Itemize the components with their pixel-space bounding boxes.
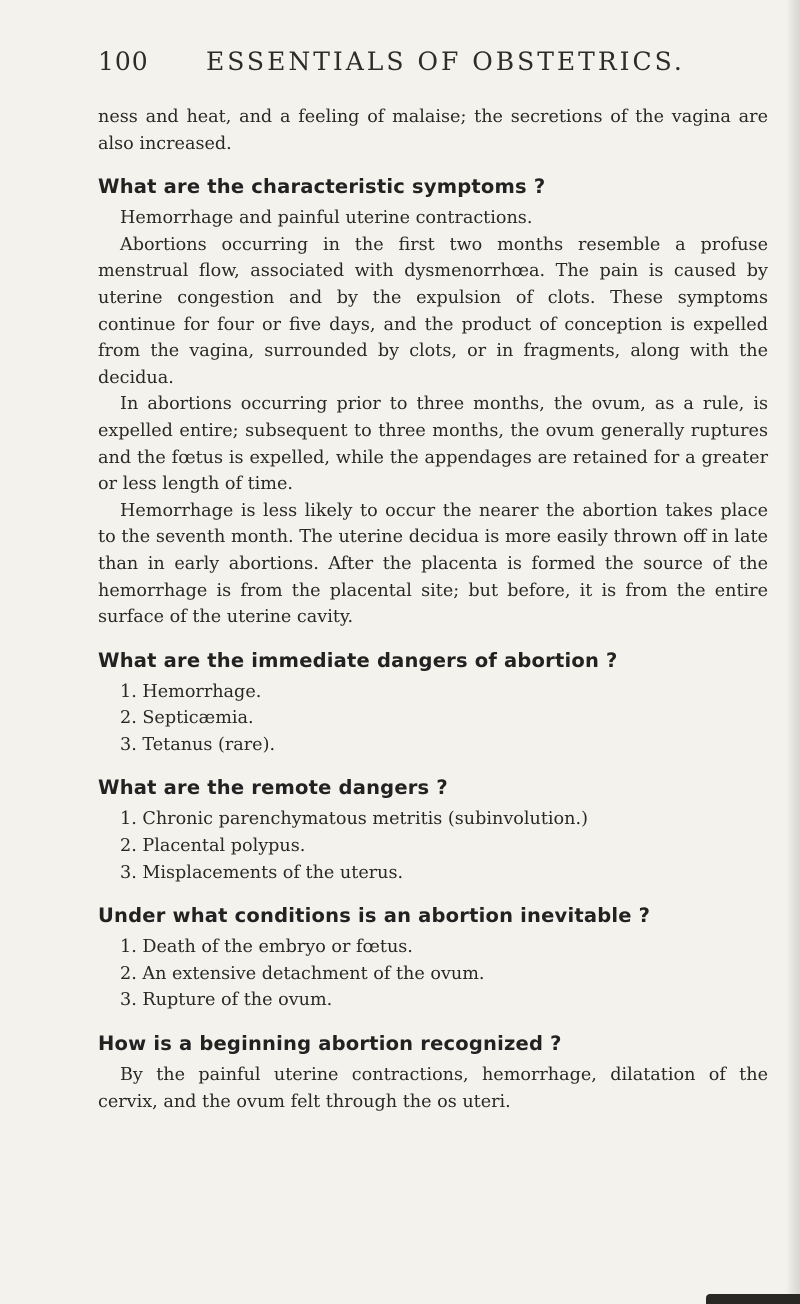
immediate-dangers-list bbox=[98, 679, 768, 759]
scan-edge-mark bbox=[706, 1294, 800, 1304]
page-number: 100 bbox=[98, 47, 149, 76]
running-header bbox=[98, 47, 738, 76]
list-item: 3. Rupture of the ovum. bbox=[120, 990, 333, 1011]
list-item: 3. Tetanus (rare). bbox=[120, 734, 276, 755]
paragraph: Hemorrhage is less likely to occur the nearer the abortion takes place to the seventh month. The uterine decidua is more easily thrown off in late than in early abortions. After the placenta is formed the source of the hemorrhage is from the placental site; but before, it is from the entire surface of the uterine cavity. bbox=[98, 500, 768, 628]
list-item: 3. Misplacements of the uterus. bbox=[120, 862, 404, 883]
heading-beginning-abortion: How is a beginning abortion recognized ? bbox=[98, 1032, 562, 1056]
page-edge-shadow bbox=[786, 0, 800, 1304]
remote-dangers-list bbox=[98, 806, 768, 886]
paragraph: Abortions occurring in the first two months resemble a profuse menstrual flow, associated with dysmenorrhœa. The pain is caused by uterine congestion and by the expulsion of clots. These symptoms continue for four or five days, and the product of conception is expelled from the vagina, surrounded by clots, or in fragments, along with the decidua. bbox=[98, 234, 768, 388]
paragraph: Hemorrhage and painful uterine contractions. bbox=[120, 208, 533, 229]
page-body bbox=[98, 104, 768, 1115]
heading-characteristic-symptoms: What are the characteristic symptoms ? bbox=[98, 175, 546, 199]
list-item: 1. Hemorrhage. bbox=[120, 681, 262, 702]
paragraph: By the painful uterine contractions, hemorrhage, dilatation of the cervix, and the ovum felt through the os uteri. bbox=[98, 1065, 768, 1112]
heading-immediate-dangers: What are the immediate dangers of abortion ? bbox=[98, 648, 618, 672]
heading-inevitable-abortion: Under what conditions is an abortion inevitable ? bbox=[98, 904, 651, 928]
heading-remote-dangers: What are the remote dangers ? bbox=[98, 776, 448, 800]
inevitable-conditions-list bbox=[98, 934, 768, 1014]
opening-paragraph: ness and heat, and a feeling of malaise; the secretions of the vagina are also increased. bbox=[98, 107, 768, 154]
running-title: ESSENTIALS OF OBSTETRICS. bbox=[206, 47, 685, 76]
list-item: 1. Chronic parenchymatous metritis (subinvolution.) bbox=[120, 809, 588, 830]
list-item: 2. Placental polypus. bbox=[120, 836, 306, 857]
list-item: 2. Septicæmia. bbox=[120, 708, 254, 729]
list-item: 1. Death of the embryo or fœtus. bbox=[120, 937, 413, 958]
list-item: 2. An extensive detachment of the ovum. bbox=[120, 963, 485, 984]
paragraph: In abortions occurring prior to three months, the ovum, as a rule, is expelled entire; subsequent to three months, the ovum generally ruptures and the fœtus is expelled, while the appendages are retained for a greater or less length of time. bbox=[98, 394, 768, 495]
